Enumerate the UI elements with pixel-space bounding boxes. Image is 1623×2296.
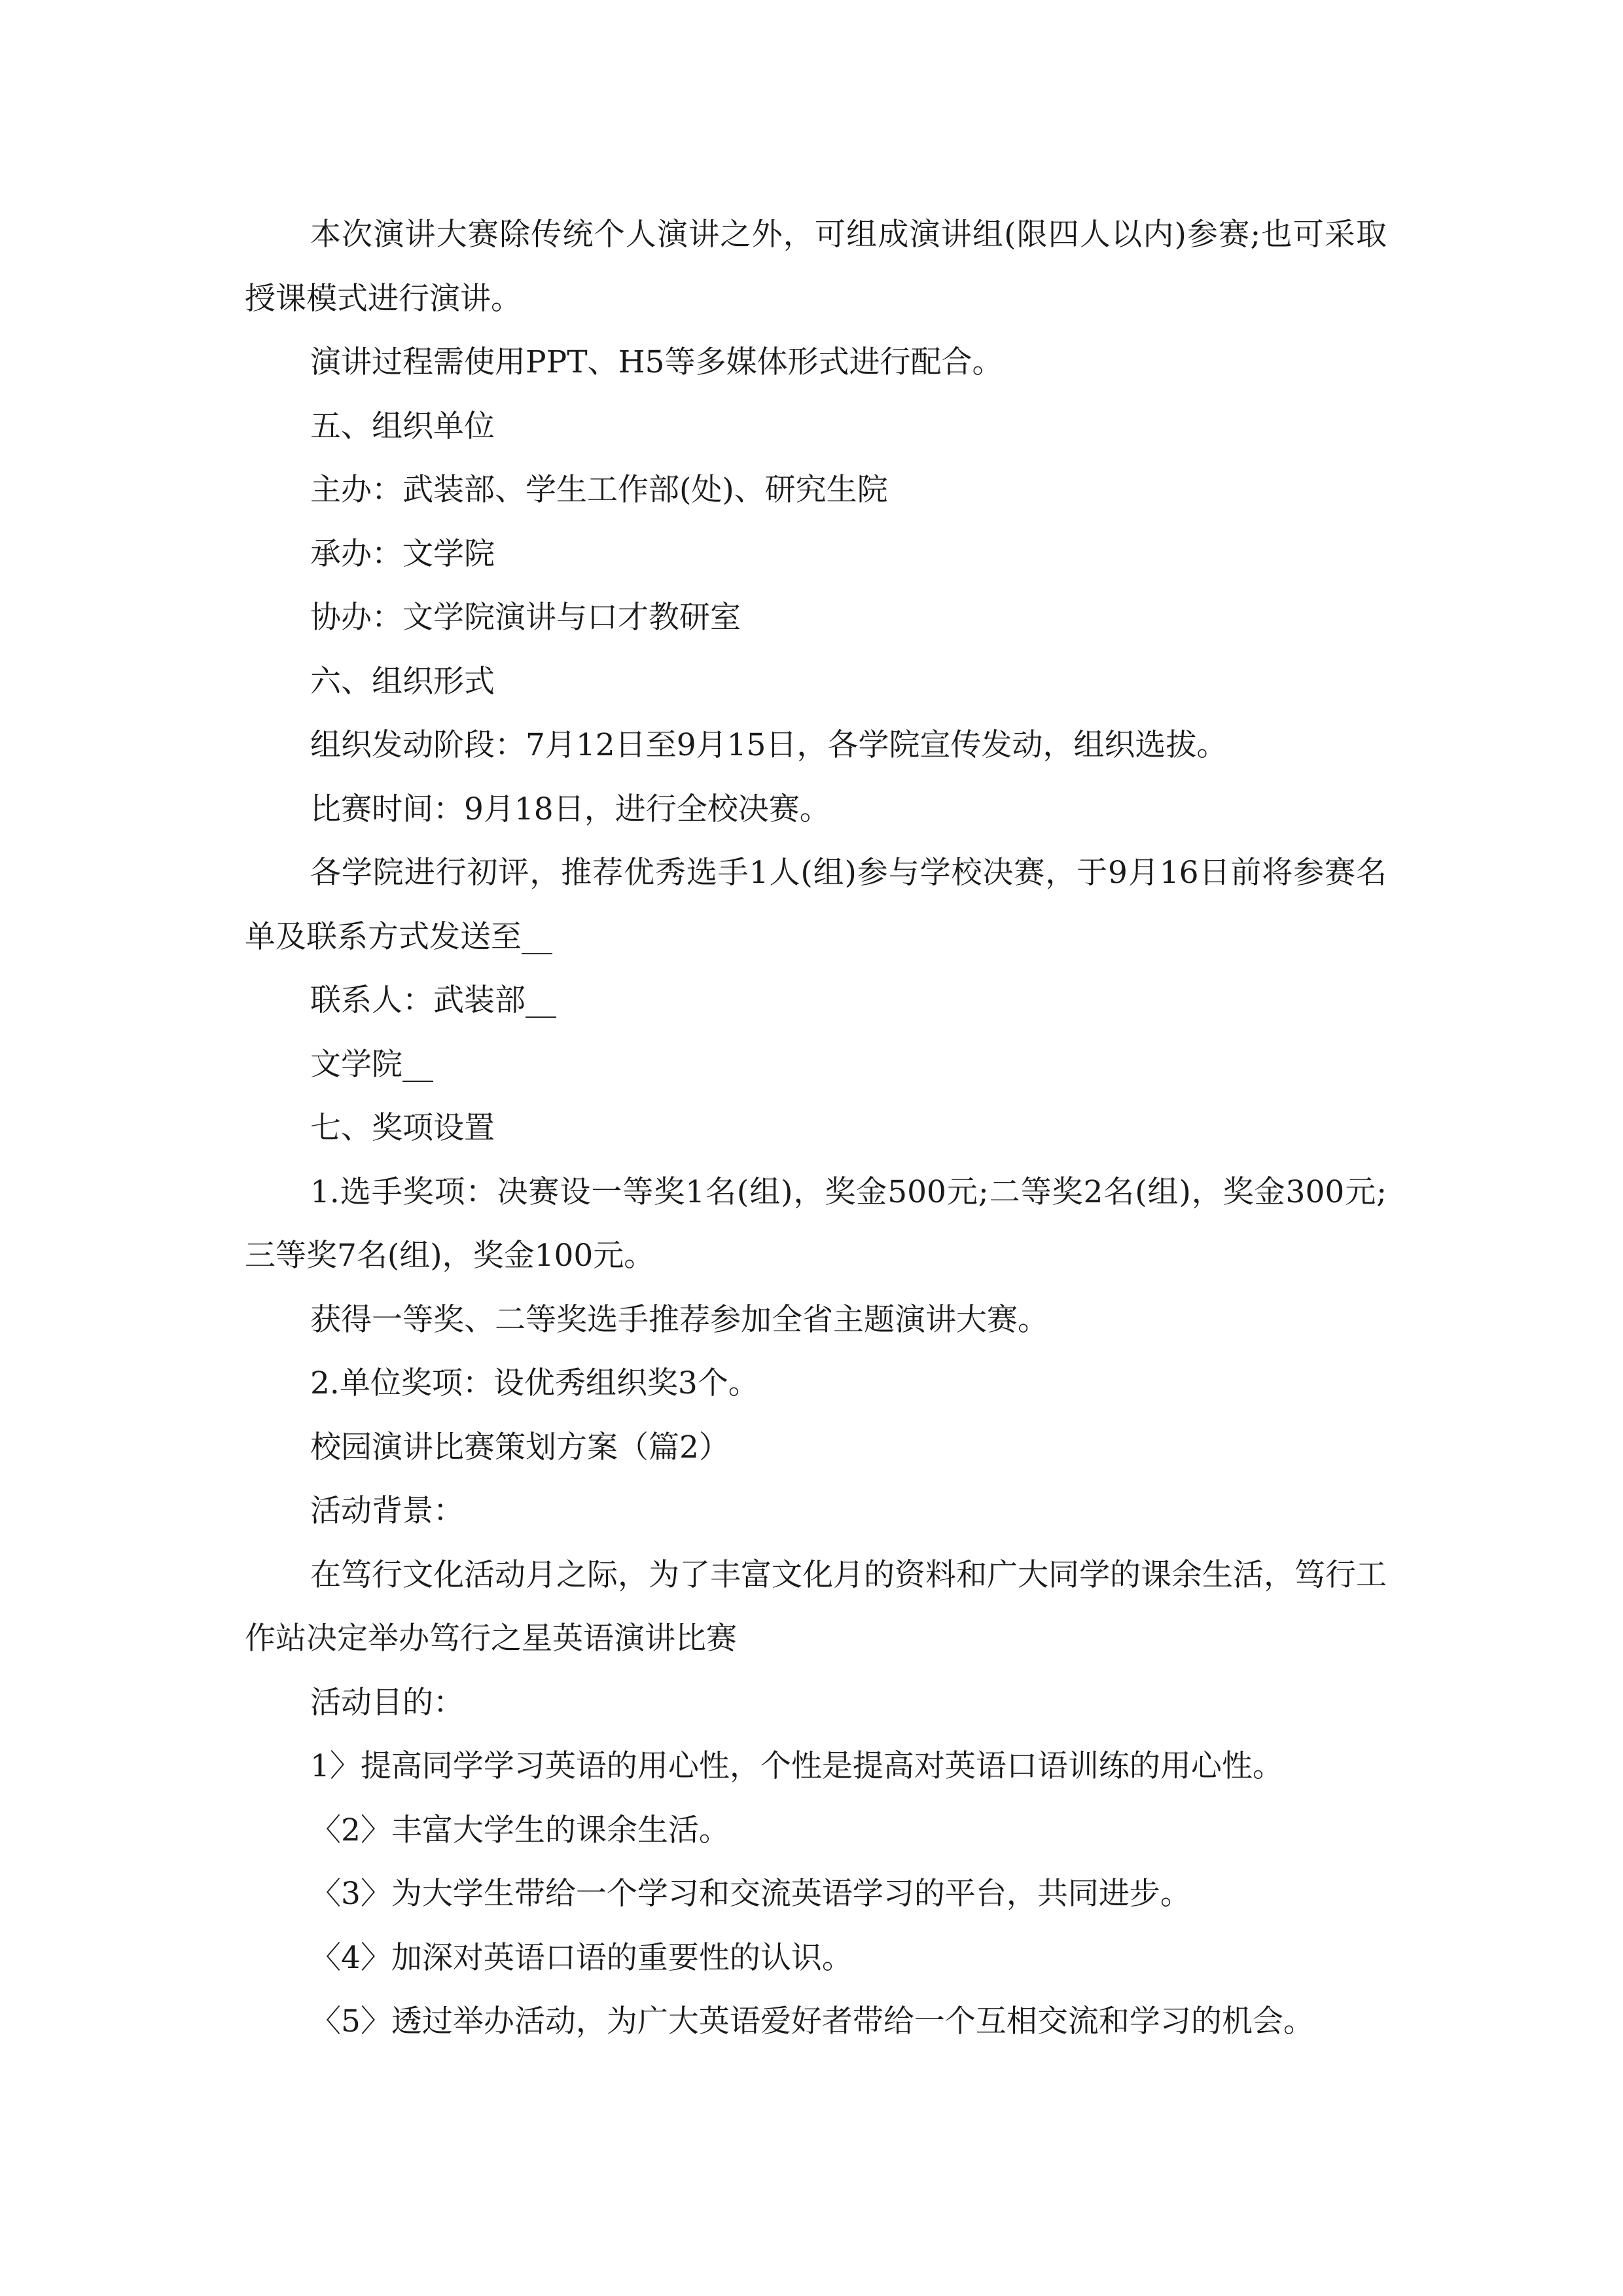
list-item: 〈2〉丰富大学生的课余生活。	[310, 1812, 730, 1848]
section-heading: 校园演讲比赛策划方案（篇2）	[310, 1429, 730, 1465]
paragraph: 获得一等奖、二等奖选手推荐参加全省主题演讲大赛。	[310, 1301, 1048, 1338]
paragraph: 1.选手奖项：决赛设一等奖1名(组)，奖金500元;二等奖2名(组)，奖金300元;三等奖7名(组)，奖金100元。	[245, 1174, 1387, 1274]
paragraph: 承办：文学院	[310, 535, 495, 572]
list-item: 〈3〉为大学生带给一个学习和交流英语学习的平台，共同进步。	[310, 1876, 1191, 1912]
list-item: 〈4〉加深对英语口语的重要性的认识。	[310, 1939, 853, 1976]
section-heading: 六、组织形式	[310, 663, 495, 700]
paragraph: 主办：武装部、学生工作部(处)、研究生院	[310, 472, 888, 508]
paragraph: 活动目的：	[310, 1684, 464, 1721]
paragraph: 演讲过程需使用PPT、H5等多媒体形式进行配合。	[310, 344, 1003, 380]
paragraph: 文学院__	[310, 1046, 433, 1083]
paragraph: 各学院进行初评，推荐优秀选手1人(组)参与学校决赛，于9月16日前将参赛名单及联系方式发送至__	[245, 855, 1387, 955]
list-item: 1〉提高同学学习英语的用心性，个性是提高对英语口语训练的用心性。	[310, 1748, 1283, 1784]
paragraph: 联系人：武装部__	[310, 982, 556, 1018]
paragraph: 2.单位奖项：设优秀组织奖3个。	[310, 1365, 759, 1401]
section-heading: 七、奖项设置	[310, 1110, 495, 1146]
paragraph: 比赛时间：9月18日，进行全校决赛。	[310, 791, 830, 827]
paragraph: 本次演讲大赛除传统个人演讲之外，可组成演讲组(限四人以内)参赛;也可采取授课模式进行演讲。	[245, 217, 1387, 317]
list-item: 〈5〉透过举办活动，为广大英语爱好者带给一个互相交流和学习的机会。	[310, 2003, 1314, 2039]
document-body	[245, 203, 1387, 2054]
paragraph: 协办：文学院演讲与口才教研室	[310, 600, 741, 636]
paragraph: 组织发动阶段：7月12日至9月15日，各学院宣传发动，组织选拔。	[310, 727, 1228, 763]
paragraph: 活动背景：	[310, 1493, 464, 1529]
section-heading: 五、组织单位	[310, 408, 495, 444]
paragraph: 在笃行文化活动月之际，为了丰富文化月的资料和广大同学的课余生活，笃行工作站决定举办笃行之星英语演讲比赛	[245, 1556, 1387, 1657]
